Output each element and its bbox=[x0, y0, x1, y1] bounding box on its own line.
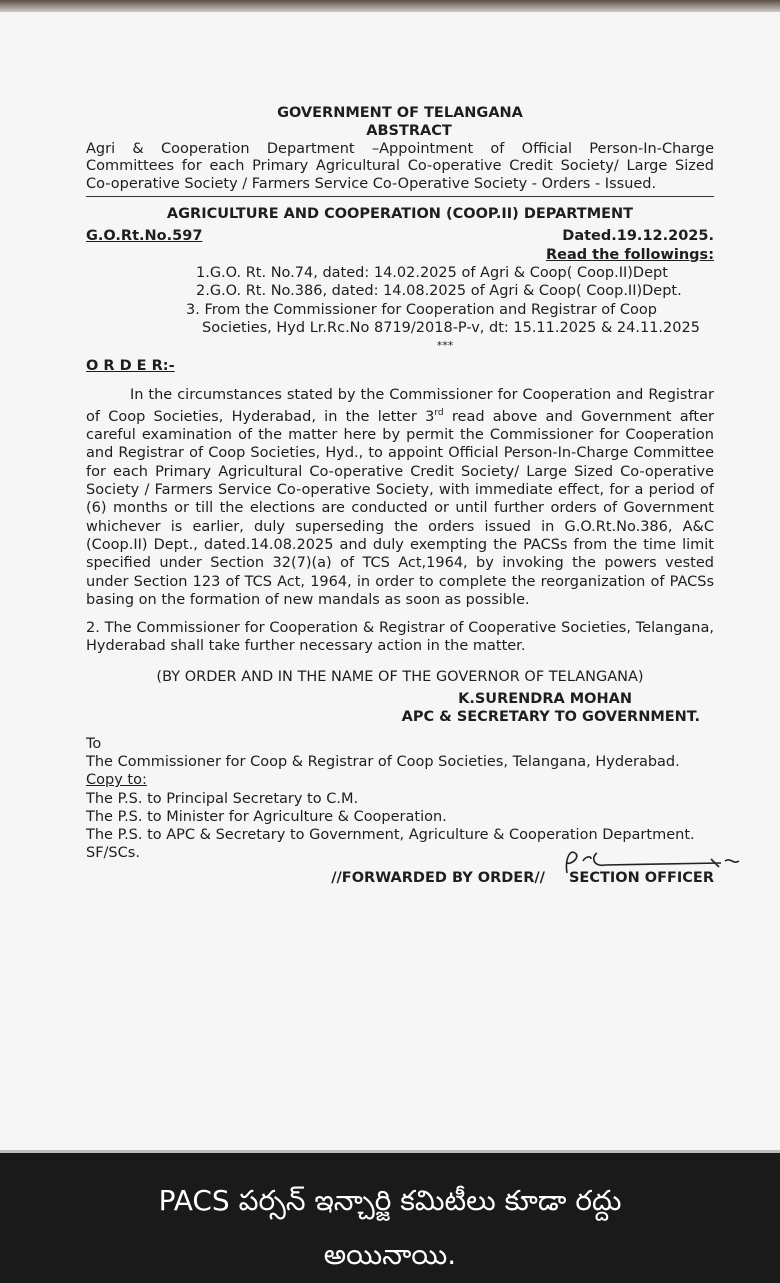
caption-banner bbox=[0, 1150, 780, 1283]
govt-heading: GOVERNMENT OF TELANGANA bbox=[277, 105, 523, 121]
section-officer-block bbox=[569, 869, 714, 887]
caption-line-1: PACS పర్సన్ ఇన్చార్జి కమిటీలు కూడా రద్దు bbox=[158, 1184, 622, 1217]
abstract-heading: ABSTRACT bbox=[366, 123, 452, 140]
stars-divider: *** bbox=[436, 339, 454, 353]
ordinal-suffix: rd bbox=[434, 408, 444, 419]
order-paragraph-1-part-a: In the circumstances stated by the Commissioner for Cooperation and Registrar of Coop Societies, Hyderabad, in the letter 3 bbox=[86, 386, 714, 425]
read-following-label: Read the followings: bbox=[545, 246, 714, 263]
copy-to-label: Copy to: bbox=[86, 772, 147, 789]
go-date: Dated.19.12.2025. bbox=[562, 228, 714, 245]
reference-3: 3. From the Commissioner for Cooperation and Registrar of Coop Societies, Hyd Lr.Rc.No 8719/2018-P-v, dt: 15.11.2025 & 24.11.2025 bbox=[186, 301, 700, 336]
copy-recipient: The P.S. to Minister for Agriculture & Cooperation. bbox=[86, 808, 447, 825]
by-order-line: (BY ORDER AND IN THE NAME OF THE GOVERNOR OF TELANGANA) bbox=[156, 668, 644, 685]
reference-2: 2.G.O. Rt. No.386, dated: 14.08.2025 of Agri & Coop( Coop.II)Dept. bbox=[196, 283, 682, 300]
order-paragraph-1-part-b: read above and Government after careful examination of the matter here by permit the Commissioner for Cooperation and Registrar of Coop Societies, Hyd., to appoint Official Person-In-Charge Committee for each Primary Agricultural Co-operative Credit Society/ Large Sized Co-operative Society / Farmers Service Co-operative Society, with immediate effect, for a period of (6) months or till the elections are conducted or until further orders of Government whichever is earlier, duly superseding the orders issued in G.O.Rt.No.386, A&C (Coop.II) Dept., dated.14.08.2025 and duly exempting the PACSs from the time limit specified under Section 32(7)(a) of TCS Act,1964, by invoking the powers vested under Section 123 of TCS Act, 1964, in order to complete the reorganization of PACSs basing on the formation of new mandals as soon as possible. bbox=[86, 408, 714, 608]
go-number-row bbox=[86, 227, 714, 245]
copy-recipient: The P.S. to APC & Secretary to Government, Agriculture & Cooperation Department. bbox=[86, 827, 695, 844]
section-officer-label: SECTION OFFICER bbox=[568, 869, 714, 886]
reference-1: 1.G.O. Rt. No.74, dated: 14.02.2025 of Agri & Coop( Coop.II)Dept bbox=[196, 264, 668, 281]
order-paragraph-1 bbox=[86, 386, 714, 609]
order-heading: O R D E R:- bbox=[86, 358, 175, 375]
to-recipient: The Commissioner for Coop & Registrar of Coop Societies, Telangana, Hyderabad. bbox=[86, 753, 680, 770]
to-label: To bbox=[86, 735, 102, 752]
signatory-name: K.SURENDRA MOHAN bbox=[458, 691, 632, 708]
subject-text: Agri & Cooperation Department –Appointment of Official Person-In-Charge Committees for each Primary Agricultural Co-operative Credit Society/ Large Sized Co-operative Society / Farmers Service Co-Operative Society - Orders - Issued. bbox=[86, 141, 714, 198]
department-heading: AGRICULTURE AND COOPERATION (COOP.II) DEPARTMENT bbox=[166, 206, 634, 223]
forwarded-by-order: //FORWARDED BY ORDER// bbox=[331, 869, 545, 886]
forwarded-row bbox=[86, 869, 714, 887]
signatory-title: APC & SECRETARY TO GOVERNMENT. bbox=[401, 709, 700, 726]
go-number: G.O.Rt.No.597 bbox=[86, 228, 203, 245]
order-paragraph-2: 2. The Commissioner for Cooperation & Registrar of Cooperative Societies, Telangana, Hyderabad shall take further necessary action in the matter. bbox=[86, 620, 714, 655]
signature-scribble bbox=[561, 843, 751, 879]
caption-line-2: అయినాయి. bbox=[323, 1238, 457, 1271]
copy-recipient: SF/SCs. bbox=[86, 845, 140, 862]
government-order bbox=[86, 104, 714, 887]
paper-top-edge bbox=[0, 0, 780, 12]
copy-recipient: The P.S. to Principal Secretary to C.M. bbox=[86, 790, 359, 807]
